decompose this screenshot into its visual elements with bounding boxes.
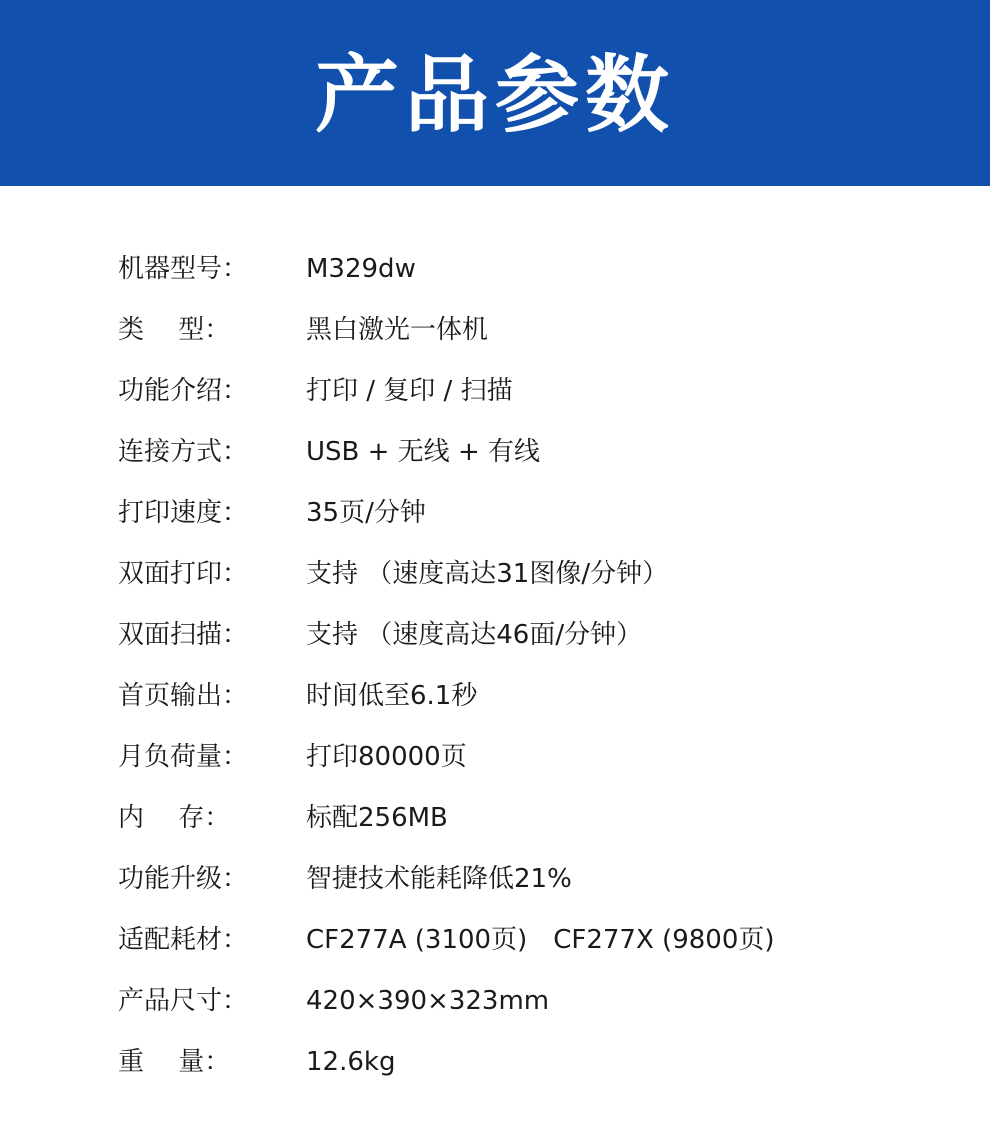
spec-label: 打印速度： — [118, 498, 249, 528]
spec-label: 适配耗材： — [118, 925, 249, 955]
spec-row — [118, 370, 990, 431]
spec-value: 12.6kg — [306, 1047, 396, 1077]
spec-value: 打印 / 复印 / 扫描 — [306, 376, 513, 406]
spec-row — [118, 919, 990, 980]
spec-row — [118, 553, 990, 614]
spec-row — [118, 309, 990, 370]
spec-row — [118, 797, 990, 858]
spec-value: 420×390×323mm — [306, 986, 550, 1016]
spec-value: USB + 无线 + 有线 — [306, 437, 541, 467]
spec-label: 功能升级： — [118, 864, 249, 894]
spec-value: 标配256MB — [306, 803, 448, 833]
spec-value: M329dw — [306, 254, 416, 284]
spec-label: 类 型： — [118, 315, 231, 345]
spec-label: 内 存： — [118, 803, 231, 833]
spec-label: 首页输出： — [118, 681, 249, 711]
spec-value: 黑白激光一体机 — [306, 315, 489, 345]
spec-row — [118, 248, 990, 309]
spec-row — [118, 492, 990, 553]
spec-row — [118, 980, 990, 1041]
spec-label: 连接方式： — [118, 437, 249, 467]
spec-row — [118, 1041, 990, 1102]
spec-label: 重 量： — [118, 1047, 231, 1077]
spec-label: 双面扫描： — [118, 620, 249, 650]
spec-value: CF277A (3100页) CF277X (9800页) — [306, 925, 775, 955]
spec-label: 机器型号： — [118, 254, 249, 284]
page-banner — [0, 0, 990, 186]
spec-value: 打印80000页 — [306, 742, 467, 772]
spec-label: 产品尺寸： — [118, 986, 249, 1016]
spec-row — [118, 431, 990, 492]
spec-value: 35页/分钟 — [306, 498, 426, 528]
spec-row — [118, 614, 990, 675]
spec-label: 月负荷量： — [118, 742, 249, 772]
spec-row — [118, 675, 990, 736]
spec-label: 功能介绍： — [118, 376, 249, 406]
spec-value: 支持 （速度高达31图像/分钟） — [306, 559, 669, 589]
spec-table — [0, 248, 990, 1102]
spec-value: 时间低至6.1秒 — [306, 681, 478, 711]
spec-value: 支持 （速度高达46面/分钟） — [306, 620, 643, 650]
spec-row — [118, 858, 990, 919]
spec-row — [118, 736, 990, 797]
spec-value: 智捷技术能耗降低21% — [306, 864, 572, 894]
page-title: 产品参数 — [314, 46, 675, 144]
spec-label: 双面打印： — [118, 559, 249, 589]
